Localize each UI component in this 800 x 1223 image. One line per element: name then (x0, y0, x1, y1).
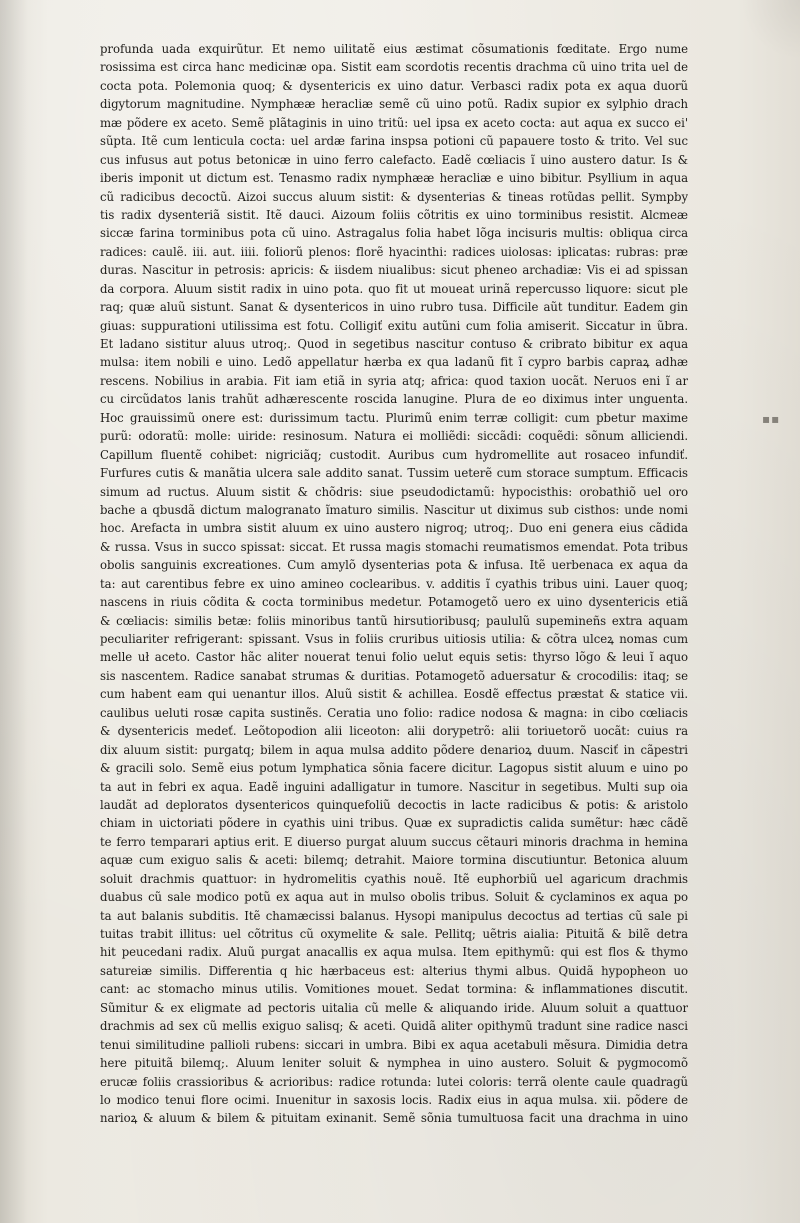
text-line: caulibus ueluti rosæ capita sustinẽs. Ceratia uno folio: radice nodosa & magna: in cibo cœliacis (100, 705, 688, 720)
text-line: hoc. Arefacta in umbra sistit aluum ex uino austero nigroq; utroq;. Duo eni genera eius cãdida (100, 521, 688, 536)
text-line: nascens in riuis cõdita & cocta torminibus medetur. Potamogetõ uero ex uino dysentericis etiã (100, 595, 688, 610)
text-line: mulsa: item nobili e uino. Ledõ appellatur hærba ex qua ladanũ fit ĩ cypro barbis capraꝝ adhæ (100, 355, 688, 370)
text-line: cum habent eam qui uenantur illos. Aluũ sistit & achillea. Eosdẽ effectus præstat & statice vii. (100, 687, 688, 702)
text-line: satureiæ similis. Differentia q hic hærbaceus est: alterius thymi albus. Quidã hypopheon uo (100, 963, 688, 978)
text-line: Sũmitur & ex eligmate ad pectoris uitalia cũ melle & aliquando iride. Aluum soluit a quattuor (100, 1000, 688, 1015)
body-text (100, 40, 688, 1128)
text-line: Furfures cutis & manãtia ulcera sale addito sanat. Tussim ueterẽ cum storace sumptum. Efficacis (100, 466, 688, 481)
text-line: profunda uada exquirũtur. Et nemo uilitatẽ eius æstimat cõsumationis fœditate. Ergo nume (100, 42, 688, 56)
text-line: drachmis ad sex cũ mellis exiguo salisq; & aceti. Quidã aliter opithymũ tradunt sine radice nasci (100, 1019, 688, 1034)
text-line: chiam in uictoriati põdere in cyathis uini tribus. Quæ ex supradictis calida sumẽtur: hæc cãdẽ (100, 816, 688, 831)
text-line: dix aluum sistit: purgatq; bilem in aqua mulsa addito põdere denarioꝝ duum. Nasciť in cãpestri (100, 742, 688, 757)
text-line: cant: ac stomacho minus utilis. Vomitiones mouet. Sedat tormina: & inflammationes discutit. (100, 982, 688, 997)
text-line: here pituitã bilemq;. Aluum leniter soluit & nymphea in uino austero. Soluit & pygmocomõ (100, 1056, 688, 1071)
text-line: simum ad ructus. Aluum sistit & chõdris: siue pseudodictamũ: hypocisthis: orobathiõ uel oro (100, 484, 688, 499)
text-line: digytorum magnitudine. Nymphææ heracliæ semẽ cũ uino potũ. Radix supior ex sylphio drach (100, 97, 688, 112)
text-line: tis radix dysenteriã sistit. Itẽ dauci. Aizoum foliis cõtritis ex uino torminibus resistit. Alcmeæ (100, 207, 688, 222)
text-line: lo modico tenui flore ocimi. Inuenitur in saxosis locis. Radix eius in aqua mulsa. xii. põdere de (100, 1092, 688, 1107)
ink-smudge-mark: ▪▪ (762, 412, 781, 426)
text-line: rescens. Nobilius in arabia. Fit iam etiã in syria atq; africa: quod taxion uocãt. Neruos eni ĩ ar (100, 373, 688, 388)
text-line: hit peucedani radix. Aluũ purgat anacallis ex aqua mulsa. Item epithymũ: qui est flos & thymo (100, 945, 688, 960)
text-line: cu circũdatos lanis trahũt adhærescente roscida lanugine. Plura de eo diximus inter unguenta. (100, 392, 688, 407)
text-line: & gracili solo. Semẽ eius potum lymphatica sõnia facere dicitur. Lagopus sistit aluum e uino po (100, 761, 688, 776)
text-line: & russa. Vsus in succo spissat: siccat. Et russa magis stomachi reumatismos emendat. Pota tribus (100, 539, 688, 554)
binding-shadow (0, 0, 28, 1223)
text-line: duabus cũ sale modico potũ ex aqua aut in mulso obolis tribus. Soluit & cyclaminos ex aqua po (100, 890, 688, 905)
text-line: sis nascentem. Radice sanabat strumas & duritias. Potamogetõ aduersatur & crocodilis: itaq; se (100, 668, 688, 683)
text-line: cũ radicibus decoctũ. Aizoi succus aluum sistit: & dysenterias & tineas rotũdas pellit. Sympby (100, 189, 688, 204)
text-line: raq; quæ aluũ sistunt. Sanat & dysentericos in uino rubro tusa. Difficile aũt tunditur. Eadem gin (100, 300, 688, 315)
text-line: mæ põdere ex aceto. Semẽ plãtaginis in uino tritũ: uel ipsa ex aceto cocta: aut aqua ex succo ei' (100, 115, 688, 130)
text-line: erucæ foliis crassioribus & acrioribus: radice rotunda: lutei coloris: terrã olente caule quadragũ (100, 1074, 688, 1089)
text-line: cocta pota. Polemonia quoq; & dysentericis ex uino datur. Verbasci radix pota ex aqua duorũ (100, 78, 688, 93)
text-line: obolis sanguinis excreationes. Cum amylõ dysenterias pota & infusa. Itẽ uerbenaca ex aqua da (100, 558, 688, 573)
text-line: melle uł aceto. Castor hãc aliter nouerat tenui folio uelut equis setis: thyrso lõgo & leui ĩ aquo (100, 650, 688, 665)
text-line: siccæ farina torminibus pota cũ uino. Astragalus folia habet lõga incisuris multis: obliqua circa (100, 226, 688, 241)
text-line: radices: caulẽ. iii. aut. iiii. foliorũ plenos: florẽ hyacinthi: radices uiolosas: iplicatas: rubras: præ (100, 244, 688, 259)
text-line: bache a qbusdã dictum malogranato ĩmaturo similis. Nascitur ut diximus sub cisthos: unde nomi (100, 502, 688, 517)
text-line: cus infusus aut potus betonicæ in uino ferro calefacto. Eadẽ cœliacis ĩ uino austero datur. Is & (100, 152, 688, 167)
text-line: & dysentericis medeť. Leõtopodion alii liceoton: alii dorypetrõ: alii toriuetorõ uocãt: cuius ra (100, 724, 688, 739)
text-line: purũ: odoratũ: molle: uiride: resinosum. Natura ei molliẽdi: siccãdi: coquẽdi: sõnum alliciendi. (100, 429, 688, 444)
text-line: & cœliacis: similis betæ: foliis minoribus tantũ hirsutioribusq; paululũ supemineñs extra aquam (100, 613, 688, 628)
text-line: Et ladano sistitur aluus utroq;. Quod in segetibus nascitur contuso & cribrato bibitur ex aqua (100, 337, 688, 351)
text-line: ta: aut carentibus febre ex uino amineo coclearibus. v. additis ĩ cyathis tribus uini. Lauer quoq; (100, 576, 688, 591)
text-line: rosissima est circa hanc medicinæ opa. Sistit eam scordotis recentis drachma cũ uino trita uel de (100, 60, 688, 75)
text-line: te ferro temparari aptius erit. E diuerso purgat aluum succus cẽtauri minoris drachma in hemina (100, 834, 688, 849)
text-line: sũpta. Itẽ cum lenticula cocta: uel ardæ farina inspsa potioni cũ papauere tosto & trito. Vel suc (100, 134, 688, 149)
text-line: tenui similitudine pallioli rubens: siccari in umbra. Bibi ex aqua acetabuli mẽsura. Dimidia detra (100, 1037, 688, 1052)
text-line: giuas: suppurationi utilissima est fotu. Colligiť exitu autũni cum folia amiserit. Siccatur in ũbra. (100, 318, 688, 333)
text-line: Hoc grauissimũ onere est: durissimum tactu. Plurimũ enim terræ colligit: cum pbetur maxime (100, 410, 688, 425)
paper-corner-wear (740, 0, 800, 60)
text-line: duras. Nascitur in petrosis: apricis: & iisdem niualibus: sicut pheneo archadiæ: Vis ei ad spissan (100, 263, 688, 278)
text-line: ta aut in febri ex aqua. Eadẽ inguini adalligatur in tumore. Nascitur in segetibus. Multi sup oia (100, 779, 688, 794)
text-line: tuitas trabit illitus: uel cõtritus cũ oxymelite & sale. Pellitq; uẽtris aialia: Pituitã & bilẽ detra (100, 927, 688, 941)
text-line: iberis imponit ut dictum est. Tenasmo radix nymphææ heracliæ e uino bibitur. Psyllium in aqua (100, 171, 688, 186)
text-line: ta aut balanis subditis. Itẽ chamæcissi balanus. Hysopi manipulus decoctus ad tertias cũ sale pi (100, 908, 688, 923)
text-line: soluit drachmis quattuor: in hydromelitis cyathis nouẽ. Itẽ euphorbiũ uel agaricum drachmis (100, 871, 688, 886)
text-line: da corpora. Aluum sistit radix in uino pota. quo fit ut moueat urinã repercusso liquore: sicut ple (100, 281, 688, 296)
text-line: narioꝝ & aluum & bilem & pituitam exinanit. Semẽ sõnia tumultuosa facit una drachma in uino (100, 1111, 688, 1126)
text-line: Capillum fluentẽ cohibet: nigriciãq; custodit. Auribus cum hydromellite aut rosaceo infundiť. (100, 447, 688, 462)
text-line: peculiariter refrigerant: spissant. Vsus in foliis cruribus uitiosis utilia: & cõtra ulceꝝ nomas cum (100, 632, 688, 646)
text-line: aquæ cum exiguo salis & aceti: bilemq; detrahit. Maiore tormina discutiuntur. Betonica aluum (100, 853, 688, 868)
text-line: laudãt ad deploratos dysentericos quinquefoliũ decoctis in lacte radicibus & potis: & aristolo (100, 797, 688, 812)
